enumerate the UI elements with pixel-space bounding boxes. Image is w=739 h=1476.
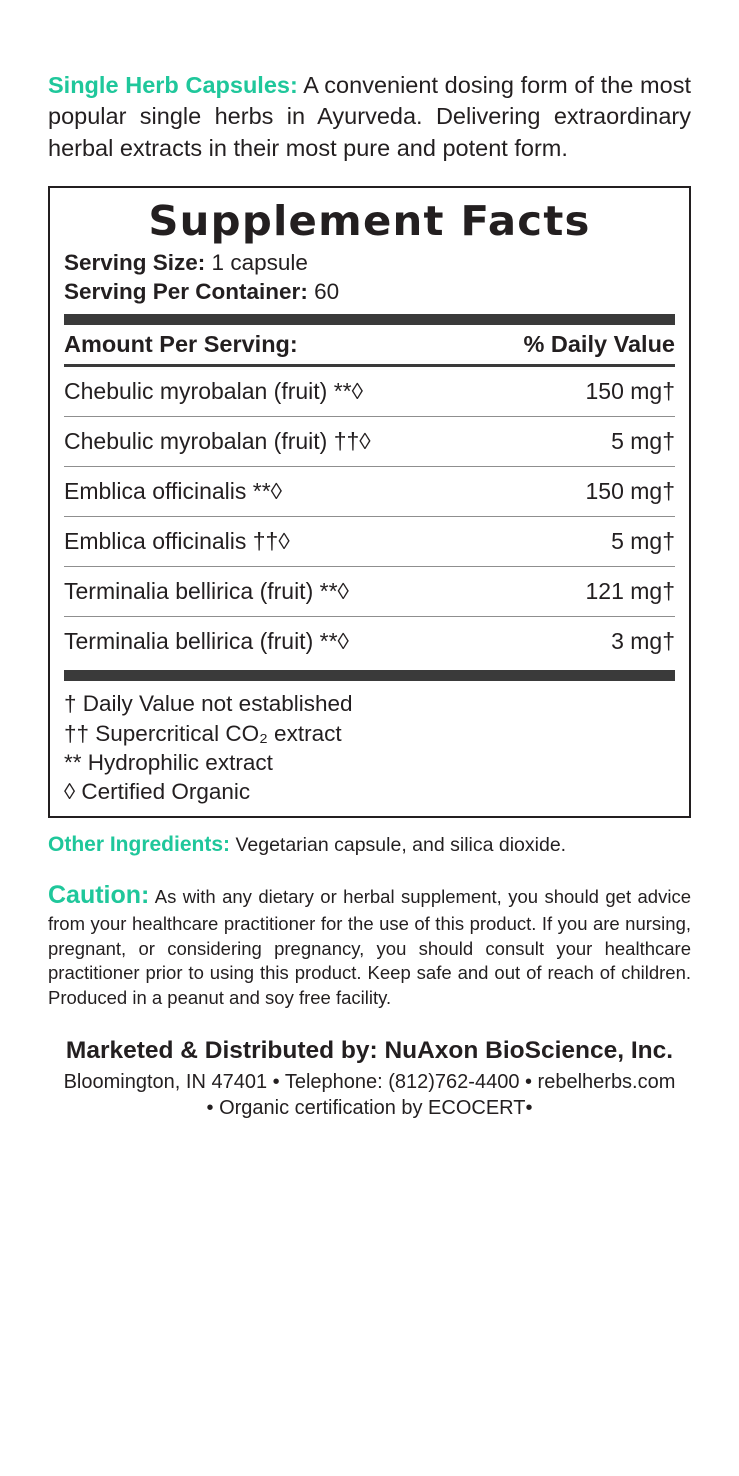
ingredient-amount: 5 mg† [611, 428, 675, 455]
ingredient-name: Emblica officinalis **◊ [64, 478, 283, 505]
ingredient-amount: 150 mg† [585, 378, 675, 405]
footnote-item: † Daily Value not established [64, 691, 353, 717]
intro-lead-label: Single Herb Capsules: [48, 72, 298, 98]
intro-paragraph [48, 70, 691, 164]
table-row [64, 467, 675, 516]
servings-per-container-line [64, 278, 675, 307]
other-ingredients [48, 831, 691, 858]
table-row [64, 617, 675, 666]
supplement-facts-panel [48, 186, 691, 819]
other-ingredients-text: Vegetarian capsule, and silica dioxide. [230, 834, 567, 857]
ingredient-amount: 3 mg† [611, 628, 675, 655]
ingredient-amount: 150 mg† [585, 478, 675, 505]
ingredient-name: Emblica officinalis ††◊ [64, 528, 290, 555]
caution-text: As with any dietary or herbal supplement, you should get advice from your healthcare practitioner for the use of this product. If you are nursing, pregnant, or considering pregnancy, you should consult your healthcare practitioner prior to using this product. Keep safe and out of reach of children. Produced in a peanut and soy free facility. [48, 885, 691, 1008]
ingredient-amount: 121 mg† [585, 578, 675, 605]
footnote-item: ◊ Certified Organic [64, 779, 251, 805]
servings-per-container-value: 60 [307, 278, 340, 304]
address-line: Bloomington, IN 47401 • Telephone: (812)762-4400 • rebelherbs.com [63, 1070, 676, 1093]
serving-size-line [64, 249, 675, 278]
servings-per-container-label: Serving Per Container: [64, 278, 308, 304]
other-ingredients-label: Other Ingredients: [48, 833, 231, 857]
table-row [64, 567, 675, 616]
divider-thick-bottom [64, 670, 675, 681]
ingredient-name: Terminalia bellirica (fruit) **◊ [64, 578, 349, 605]
column-header-daily-value: % Daily Value [523, 331, 675, 358]
table-row [64, 367, 675, 416]
certification-line: • Organic certification by ECOCERT• [206, 1096, 533, 1119]
ingredient-name: Chebulic myrobalan (fruit) ††◊ [64, 428, 371, 455]
supplement-facts-title: Supplement Facts [148, 196, 591, 245]
distributor-line: Marketed & Distributed by: NuAxon BioScience, Inc. [65, 1037, 674, 1065]
footnote-item: ** Hydrophilic extract [64, 749, 273, 775]
footer [48, 1036, 691, 1121]
intro-body-text: A convenient dosing form of the most popular single herbs in Ayurveda. Delivering extraordinary herbal extracts in their most pure and potent form. [48, 72, 691, 161]
column-header-amount: Amount Per Serving: [64, 331, 298, 358]
footnotes [64, 687, 675, 806]
divider-thick-top [64, 314, 675, 325]
serving-size-value: 1 capsule [205, 249, 308, 275]
ingredient-name: Terminalia bellirica (fruit) **◊ [64, 628, 349, 655]
caution-label: Caution: [48, 880, 150, 909]
ingredient-amount: 5 mg† [611, 528, 675, 555]
serving-size-label: Serving Size: [64, 249, 206, 275]
table-header-row [64, 325, 675, 364]
caution-paragraph [48, 879, 691, 1011]
table-row [64, 517, 675, 566]
table-row [64, 417, 675, 466]
footnote-item: †† Supercritical CO₂ extract [64, 720, 342, 746]
ingredient-name: Chebulic myrobalan (fruit) **◊ [64, 378, 363, 405]
